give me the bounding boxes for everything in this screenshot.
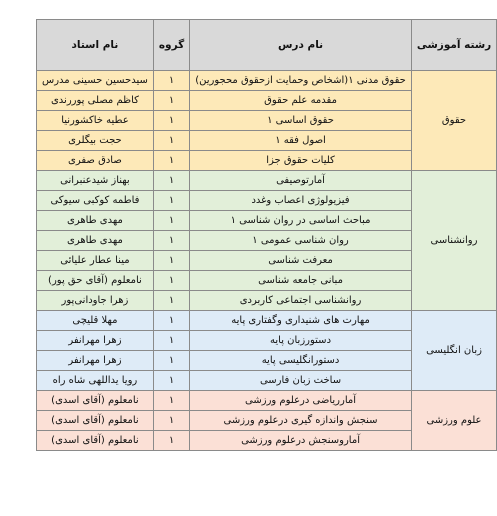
teacher-cell: نامعلوم (آقای اسدی) bbox=[37, 391, 154, 411]
table-row bbox=[37, 71, 497, 91]
teacher-cell: مهلا قلیچی bbox=[37, 311, 154, 331]
course-cell: حقوق مدنی ۱(اشخاص وحمایت ازحقوق محجورین) bbox=[190, 71, 412, 91]
group-cell: ۱ bbox=[153, 131, 189, 151]
header-teacher: نام استاد bbox=[37, 20, 154, 71]
course-cell: روان شناسی عمومی ۱ bbox=[190, 231, 412, 251]
course-cell: فیزیولوژی اعصاب وغدد bbox=[190, 191, 412, 211]
header-field: رشته آموزشی bbox=[411, 20, 496, 71]
teacher-cell: رویا یداللهی شاه راه bbox=[37, 371, 154, 391]
teacher-cell: عطیه خاکشورنیا bbox=[37, 111, 154, 131]
course-cell: اصول فقه ۱ bbox=[190, 131, 412, 151]
teacher-cell: فاطمه کوکبی سیوکی bbox=[37, 191, 154, 211]
group-cell: ۱ bbox=[153, 231, 189, 251]
course-cell: دستورزبان پایه bbox=[190, 331, 412, 351]
group-cell: ۱ bbox=[153, 111, 189, 131]
group-cell: ۱ bbox=[153, 331, 189, 351]
group-cell: ۱ bbox=[153, 391, 189, 411]
teacher-cell: کاظم مصلی پوررندی bbox=[37, 91, 154, 111]
teacher-cell: زهرا مهرانفر bbox=[37, 331, 154, 351]
course-cell: مبانی جامعه شناسی bbox=[190, 271, 412, 291]
teacher-cell: زهرا مهرانفر bbox=[37, 351, 154, 371]
course-cell: معرفت شناسی bbox=[190, 251, 412, 271]
teacher-cell: مهدی طاهری bbox=[37, 231, 154, 251]
teacher-cell: نامعلوم (آقای حق پور) bbox=[37, 271, 154, 291]
course-cell: سنجش واندازه گیری درعلوم ورزشی bbox=[190, 411, 412, 431]
course-cell: مباحث اساسی در روان شناسی ۱ bbox=[190, 211, 412, 231]
teacher-cell: زهرا جاودانی‌پور bbox=[37, 291, 154, 311]
group-cell: ۱ bbox=[153, 311, 189, 331]
group-cell: ۱ bbox=[153, 171, 189, 191]
table-row bbox=[37, 171, 497, 191]
field-cell: روانشناسی bbox=[411, 171, 496, 311]
teacher-cell: حجت بیگلری bbox=[37, 131, 154, 151]
group-cell: ۱ bbox=[153, 291, 189, 311]
field-cell: حقوق bbox=[411, 71, 496, 171]
group-cell: ۱ bbox=[153, 91, 189, 111]
course-cell: آماروسنجش درعلوم ورزشی bbox=[190, 431, 412, 451]
course-cell: روانشناسی اجتماعی کاربردی bbox=[190, 291, 412, 311]
course-cell: مقدمه علم حقوق bbox=[190, 91, 412, 111]
teacher-cell: سیدحسین حسینی مدرس bbox=[37, 71, 154, 91]
header-row bbox=[37, 20, 497, 71]
group-cell: ۱ bbox=[153, 411, 189, 431]
group-cell: ۱ bbox=[153, 191, 189, 211]
teacher-cell: مهدی طاهری bbox=[37, 211, 154, 231]
group-cell: ۱ bbox=[153, 351, 189, 371]
group-cell: ۱ bbox=[153, 71, 189, 91]
field-cell: علوم ورزشی bbox=[411, 391, 496, 451]
teacher-cell: مینا عطار علیائی bbox=[37, 251, 154, 271]
course-cell: آمارتوصیفی bbox=[190, 171, 412, 191]
group-cell: ۱ bbox=[153, 271, 189, 291]
teacher-cell: نامعلوم (آقای اسدی) bbox=[37, 431, 154, 451]
table-header bbox=[37, 20, 497, 71]
group-cell: ۱ bbox=[153, 251, 189, 271]
course-cell: کلیات حقوق جزا bbox=[190, 151, 412, 171]
group-cell: ۱ bbox=[153, 371, 189, 391]
course-cell: آمارریاضی درعلوم ورزشی bbox=[190, 391, 412, 411]
teacher-cell: صادق صفری bbox=[37, 151, 154, 171]
course-schedule-table bbox=[36, 19, 497, 451]
group-cell: ۱ bbox=[153, 151, 189, 171]
teacher-cell: بهناز شیدعنبرانی bbox=[37, 171, 154, 191]
header-group: گروه bbox=[153, 20, 189, 71]
teacher-cell: نامعلوم (آقای اسدی) bbox=[37, 411, 154, 431]
course-cell: حقوق اساسی ۱ bbox=[190, 111, 412, 131]
group-cell: ۱ bbox=[153, 431, 189, 451]
course-cell: دستورانگلیسی پایه bbox=[190, 351, 412, 371]
header-course: نام درس bbox=[190, 20, 412, 71]
course-cell: ساخت زبان فارسی bbox=[190, 371, 412, 391]
table-body bbox=[37, 71, 497, 451]
table-row bbox=[37, 311, 497, 331]
table-row bbox=[37, 391, 497, 411]
group-cell: ۱ bbox=[153, 211, 189, 231]
field-cell: زبان انگلیسی bbox=[411, 311, 496, 391]
course-cell: مهارت های شنیداری وگفتاری پایه bbox=[190, 311, 412, 331]
